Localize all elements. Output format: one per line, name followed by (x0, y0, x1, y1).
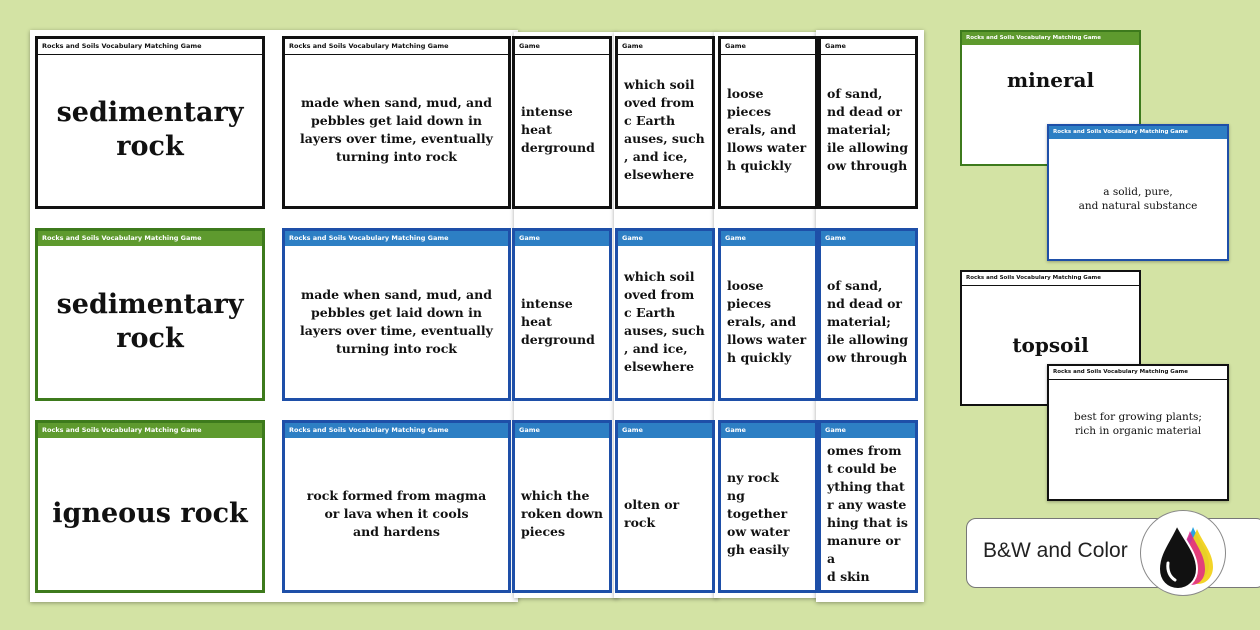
partial-card-row2-a (512, 228, 612, 401)
partial-text: which soil oved from c Earth auses, such , and ice, elsewhere (624, 77, 705, 182)
word-text: sedimentary rock (56, 289, 244, 354)
card-header: Rocks and Soils Vocabulary Matching Game (962, 272, 1139, 286)
partial-card-row3-a (512, 420, 612, 593)
card-header: Rocks and Soils Vocabulary Matching Game (38, 231, 262, 246)
partial-card-row2-b (615, 228, 715, 401)
card-header: Rocks and Soils Vocabulary Matching Game (285, 39, 508, 55)
definition-text: made when sand, mud, and pebbles get laid down in layers over time, eventually turning into rock (300, 95, 493, 164)
partial-text: which soil oved from c Earth auses, such , and ice, elsewhere (624, 269, 705, 374)
partial-card-row2-d (818, 228, 918, 401)
definition-card-sedimentary-color (282, 228, 511, 401)
partial-text: which the roken down pieces (521, 488, 603, 539)
partial-text: loose pieces erals, and llows water h quickly (727, 86, 807, 173)
definition-text: best for growing plants; rich in organic material (1074, 411, 1202, 437)
card-header: Game (721, 423, 815, 438)
card-header: Rocks and Soils Vocabulary Matching Game (38, 39, 262, 55)
word-text: sedimentary rock (56, 97, 244, 162)
partial-card-row1-c (718, 36, 818, 209)
card-header: Game (721, 39, 815, 55)
card-header: Rocks and Soils Vocabulary Matching Game (1049, 126, 1227, 139)
word-card-sedimentary-rock-color (35, 228, 265, 401)
card-header: Game (821, 231, 915, 246)
partial-text: of sand, nd dead or material; ile allowing ow through (827, 278, 909, 365)
side-definition-card-topsoil (1047, 364, 1229, 501)
partial-text: ny rock ng together ow water gh easily (727, 470, 790, 557)
ink-drops-icon (1140, 510, 1226, 596)
definition-text: a solid, pure, and natural substance (1078, 186, 1198, 212)
partial-card-row1-b (615, 36, 715, 209)
card-header: Game (821, 39, 915, 55)
partial-text: loose pieces erals, and llows water h quickly (727, 278, 807, 365)
card-header: Rocks and Soils Vocabulary Matching Game (962, 32, 1139, 45)
card-header: Game (515, 231, 609, 246)
card-header: Game (618, 231, 712, 246)
partial-text: omes from t could be ything that r any waste hing that is manure or a d skin (827, 443, 908, 584)
partial-text: olten or rock (624, 497, 680, 530)
card-header: Rocks and Soils Vocabulary Matching Game (1049, 366, 1227, 380)
definition-card-igneous (282, 420, 511, 593)
partial-card-row1-a (512, 36, 612, 209)
definition-text: rock formed from magma or lava when it cools and hardens (306, 488, 487, 539)
word-text: igneous rock (52, 498, 248, 529)
card-header: Game (618, 39, 712, 55)
definition-text: made when sand, mud, and pebbles get laid down in layers over time, eventually turning into rock (300, 287, 493, 356)
definition-card-sedimentary-bw (282, 36, 511, 209)
partial-card-row3-c (718, 420, 818, 593)
card-header: Game (515, 39, 609, 55)
word-card-igneous-rock (35, 420, 265, 593)
card-header: Game (821, 423, 915, 438)
side-definition-card-mineral (1047, 124, 1229, 261)
card-header: Game (618, 423, 712, 438)
badge-label: B&W and Color (983, 539, 1128, 562)
word-text: topsoil (1012, 332, 1089, 357)
word-card-sedimentary-rock-bw (35, 36, 265, 209)
card-header: Rocks and Soils Vocabulary Matching Game (285, 231, 508, 246)
partial-text: of sand, nd dead or material; ile allowing ow through (827, 86, 909, 173)
card-header: Game (515, 423, 609, 438)
card-header: Game (721, 231, 815, 246)
card-header: Rocks and Soils Vocabulary Matching Game (285, 423, 508, 438)
partial-card-row3-b (615, 420, 715, 593)
partial-card-row2-c (718, 228, 818, 401)
word-text: mineral (1006, 67, 1095, 92)
partial-text: intense heat derground (521, 296, 595, 347)
partial-text: intense heat derground (521, 104, 595, 155)
card-header: Rocks and Soils Vocabulary Matching Game (38, 423, 262, 438)
partial-card-row3-d (818, 420, 918, 593)
partial-card-row1-d (818, 36, 918, 209)
